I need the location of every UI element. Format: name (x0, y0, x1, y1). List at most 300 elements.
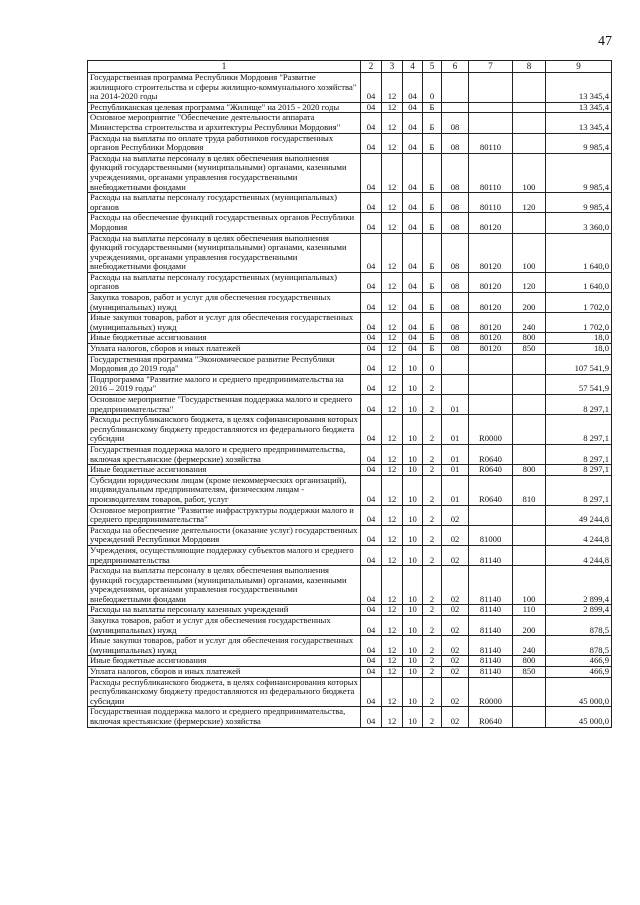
code-min: 04 (361, 415, 382, 445)
code-program: 04 (403, 344, 423, 355)
code-program: 10 (403, 707, 423, 727)
code-program: 04 (403, 293, 423, 313)
code-expense-type (513, 73, 546, 103)
row-name: Расходы на выплаты персоналу государственных (муниципальных) органов (88, 272, 361, 292)
row-sum: 1 640,0 (546, 233, 612, 272)
code-min: 04 (361, 213, 382, 233)
row-sum: 466,9 (546, 656, 612, 667)
code-expense-type: 810 (513, 475, 546, 505)
row-name: Иные бюджетные ассигнования (88, 656, 361, 667)
code-measure: 08 (442, 313, 469, 333)
code-section: 12 (382, 133, 403, 153)
row-name: Государственная поддержка малого и среднего предпринимательства, включая крестьянские (фермерские) хозяйства (88, 444, 361, 464)
table-row (88, 677, 612, 707)
table-row (88, 354, 612, 374)
code-min: 04 (361, 667, 382, 678)
code-program: 04 (403, 333, 423, 344)
code-direction: 80120 (469, 313, 513, 333)
code-measure: 08 (442, 133, 469, 153)
code-measure: 01 (442, 465, 469, 476)
code-expense-type (513, 213, 546, 233)
code-expense-type (513, 102, 546, 113)
code-direction (469, 374, 513, 394)
code-program: 10 (403, 667, 423, 678)
code-section: 12 (382, 656, 403, 667)
code-section: 12 (382, 636, 403, 656)
code-program: 10 (403, 677, 423, 707)
code-expense-type (513, 374, 546, 394)
code-subprogram: Б (423, 233, 442, 272)
code-section: 12 (382, 313, 403, 333)
row-name: Основное мероприятие "Обеспечение деятельности аппарата Министерства строительства и архитектуры Республики Мордовия" (88, 113, 361, 133)
code-direction: R0640 (469, 707, 513, 727)
code-direction: 81140 (469, 566, 513, 605)
table-row (88, 605, 612, 616)
code-direction: 81140 (469, 667, 513, 678)
code-measure: 08 (442, 233, 469, 272)
code-measure: 08 (442, 272, 469, 292)
code-program: 04 (403, 113, 423, 133)
code-section: 12 (382, 344, 403, 355)
row-sum: 878,5 (546, 636, 612, 656)
code-min: 04 (361, 566, 382, 605)
code-subprogram: Б (423, 344, 442, 355)
code-program: 04 (403, 233, 423, 272)
row-name: Расходы республиканского бюджета, в целях софинансирования которых республиканскому бюджету предоставляются из федерального бюджета субсидии (88, 415, 361, 445)
code-program: 10 (403, 605, 423, 616)
code-program: 10 (403, 616, 423, 636)
header-cell: 1 (88, 61, 361, 73)
table-row (88, 374, 612, 394)
code-direction: 81140 (469, 616, 513, 636)
row-name: Республиканская целевая программа "Жилище" на 2015 - 2020 годы (88, 102, 361, 113)
code-subprogram: 2 (423, 566, 442, 605)
row-name: Уплата налогов, сборов и иных платежей (88, 344, 361, 355)
table-row (88, 293, 612, 313)
row-sum: 18,0 (546, 344, 612, 355)
code-subprogram: Б (423, 193, 442, 213)
row-sum: 18,0 (546, 333, 612, 344)
code-expense-type (513, 677, 546, 707)
code-direction: 81140 (469, 636, 513, 656)
code-direction: 80120 (469, 233, 513, 272)
table-row (88, 233, 612, 272)
code-program: 04 (403, 102, 423, 113)
row-sum: 9 985,4 (546, 153, 612, 192)
code-min: 04 (361, 475, 382, 505)
code-section: 12 (382, 415, 403, 445)
row-name: Государственная программа "Экономическое развитие Республики Мордовия до 2019 года" (88, 354, 361, 374)
code-section: 12 (382, 272, 403, 292)
row-sum: 45 000,0 (546, 707, 612, 727)
row-name: Расходы республиканского бюджета, в целях софинансирования которых республиканскому бюджету предоставляются из федерального бюджета субсидии (88, 677, 361, 707)
code-measure: 01 (442, 475, 469, 505)
table-row (88, 545, 612, 565)
row-name: Расходы на обеспечение функций государственных органов Республики Мордовия (88, 213, 361, 233)
table-row (88, 415, 612, 445)
code-min: 04 (361, 133, 382, 153)
code-program: 04 (403, 153, 423, 192)
code-direction: 81140 (469, 656, 513, 667)
code-measure: 02 (442, 616, 469, 636)
code-min: 04 (361, 525, 382, 545)
code-section: 12 (382, 525, 403, 545)
code-subprogram: 2 (423, 616, 442, 636)
code-min: 04 (361, 313, 382, 333)
code-subprogram: 2 (423, 475, 442, 505)
row-sum: 878,5 (546, 616, 612, 636)
code-expense-type (513, 444, 546, 464)
code-expense-type: 200 (513, 293, 546, 313)
table-row (88, 525, 612, 545)
table-row (88, 636, 612, 656)
table-header-row (88, 61, 612, 73)
code-expense-type: 800 (513, 656, 546, 667)
header-cell: 5 (423, 61, 442, 73)
code-min: 04 (361, 193, 382, 213)
code-measure: 01 (442, 444, 469, 464)
row-name: Расходы на выплаты персоналу в целях обеспечения выполнения функций государственными (муниципальными) органами, казенными учреждениями, органами управления государственными внебюджетными фондами (88, 233, 361, 272)
code-measure: 08 (442, 333, 469, 344)
table-row (88, 656, 612, 667)
row-name: Иные закупки товаров, работ и услуг для обеспечения государственных (муниципальных) нужд (88, 636, 361, 656)
row-name: Расходы на выплаты персоналу в целях обеспечения выполнения функций государственными (муниципальными) органами, казенными учреждениями, органами управления государственными внебюджетными фондами (88, 153, 361, 192)
code-min: 04 (361, 344, 382, 355)
row-name: Основное мероприятие "Государственная поддержка малого и среднего предпринимательства" (88, 395, 361, 415)
code-expense-type (513, 707, 546, 727)
code-section: 12 (382, 707, 403, 727)
code-min: 04 (361, 233, 382, 272)
row-name: Расходы на выплаты по оплате труда работников государственных органов Республики Мордовия (88, 133, 361, 153)
code-section: 12 (382, 395, 403, 415)
code-direction (469, 113, 513, 133)
code-subprogram: 2 (423, 605, 442, 616)
code-min: 04 (361, 444, 382, 464)
code-section: 12 (382, 113, 403, 133)
header-cell: 6 (442, 61, 469, 73)
code-expense-type: 800 (513, 333, 546, 344)
code-program: 10 (403, 636, 423, 656)
row-sum: 45 000,0 (546, 677, 612, 707)
code-measure: 01 (442, 415, 469, 445)
code-section: 12 (382, 102, 403, 113)
table-row (88, 133, 612, 153)
table-row (88, 505, 612, 525)
code-expense-type: 100 (513, 566, 546, 605)
row-sum: 1 640,0 (546, 272, 612, 292)
code-subprogram: 0 (423, 73, 442, 103)
code-subprogram: 2 (423, 636, 442, 656)
code-subprogram: 2 (423, 707, 442, 727)
code-subprogram: 2 (423, 677, 442, 707)
row-name: Расходы на выплаты персоналу в целях обеспечения выполнения функций государственными (муниципальными) органами, казенными учреждениями, органами управления государственными внебюджетными фондами (88, 566, 361, 605)
code-measure: 02 (442, 656, 469, 667)
code-measure: 02 (442, 677, 469, 707)
row-sum: 57 541,9 (546, 374, 612, 394)
code-program: 04 (403, 193, 423, 213)
header-cell: 3 (382, 61, 403, 73)
code-min: 04 (361, 73, 382, 103)
code-measure (442, 73, 469, 103)
code-program: 10 (403, 465, 423, 476)
code-direction: R0000 (469, 415, 513, 445)
code-min: 04 (361, 395, 382, 415)
table-row (88, 73, 612, 103)
table-row (88, 395, 612, 415)
code-direction: 80120 (469, 213, 513, 233)
code-min: 04 (361, 374, 382, 394)
row-name: Иные бюджетные ассигнования (88, 333, 361, 344)
table-row (88, 333, 612, 344)
code-direction: 80110 (469, 133, 513, 153)
row-sum: 8 297,1 (546, 415, 612, 445)
row-name: Иные бюджетные ассигнования (88, 465, 361, 476)
code-direction: R0640 (469, 475, 513, 505)
code-direction (469, 505, 513, 525)
code-direction: 81140 (469, 545, 513, 565)
code-section: 12 (382, 293, 403, 313)
code-expense-type: 240 (513, 313, 546, 333)
code-program: 10 (403, 656, 423, 667)
code-subprogram: Б (423, 293, 442, 313)
code-min: 04 (361, 354, 382, 374)
code-program: 10 (403, 415, 423, 445)
code-section: 12 (382, 545, 403, 565)
row-name: Субсидии юридическим лицам (кроме некоммерческих организаций), индивидуальным предпринимателям, физическим лицам - производителям товаров, работ, услуг (88, 475, 361, 505)
code-subprogram: Б (423, 153, 442, 192)
header-cell: 7 (469, 61, 513, 73)
code-program: 10 (403, 505, 423, 525)
row-name: Основное мероприятие "Развитие инфраструктуры поддержки малого и среднего предпринимательства" (88, 505, 361, 525)
code-min: 04 (361, 102, 382, 113)
code-min: 04 (361, 113, 382, 133)
row-sum: 13 345,4 (546, 102, 612, 113)
code-direction: R0000 (469, 677, 513, 707)
code-min: 04 (361, 153, 382, 192)
code-expense-type: 240 (513, 636, 546, 656)
code-section: 12 (382, 605, 403, 616)
code-measure: 02 (442, 667, 469, 678)
code-measure: 08 (442, 193, 469, 213)
code-expense-type: 800 (513, 465, 546, 476)
code-section: 12 (382, 475, 403, 505)
code-min: 04 (361, 545, 382, 565)
code-section: 12 (382, 73, 403, 103)
row-sum: 8 297,1 (546, 465, 612, 476)
code-expense-type (513, 505, 546, 525)
code-program: 10 (403, 545, 423, 565)
row-name: Закупка товаров, работ и услуг для обеспечения государственных (муниципальных) нужд (88, 293, 361, 313)
code-subprogram: 2 (423, 444, 442, 464)
table-row (88, 153, 612, 192)
code-min: 04 (361, 677, 382, 707)
page-number: 47 (598, 34, 612, 49)
table-row (88, 465, 612, 476)
table-row (88, 102, 612, 113)
header-cell: 8 (513, 61, 546, 73)
code-measure: 02 (442, 707, 469, 727)
row-name: Подпрограмма "Развитие малого и среднего предпринимательства на 2016 – 2019 годы" (88, 374, 361, 394)
table-row (88, 566, 612, 605)
code-direction: 80120 (469, 272, 513, 292)
code-subprogram: Б (423, 333, 442, 344)
code-measure: 08 (442, 153, 469, 192)
code-section: 12 (382, 667, 403, 678)
code-subprogram: Б (423, 272, 442, 292)
code-section: 12 (382, 333, 403, 344)
row-name: Расходы на выплаты персоналу государственных (муниципальных) органов (88, 193, 361, 213)
row-name: Учреждения, осуществляющие поддержку субъектов малого и среднего предпринимательства (88, 545, 361, 565)
code-min: 04 (361, 636, 382, 656)
code-section: 12 (382, 566, 403, 605)
code-direction: 80120 (469, 344, 513, 355)
code-direction: 80120 (469, 293, 513, 313)
code-expense-type: 120 (513, 272, 546, 292)
code-section: 12 (382, 616, 403, 636)
row-sum: 8 297,1 (546, 395, 612, 415)
header-cell: 4 (403, 61, 423, 73)
code-subprogram: 2 (423, 656, 442, 667)
code-expense-type: 100 (513, 153, 546, 192)
row-name: Закупка товаров, работ и услуг для обеспечения государственных (муниципальных) нужд (88, 616, 361, 636)
row-sum: 8 297,1 (546, 444, 612, 464)
header-cell: 2 (361, 61, 382, 73)
row-sum: 49 244,8 (546, 505, 612, 525)
code-program: 04 (403, 133, 423, 153)
code-subprogram: 2 (423, 525, 442, 545)
code-expense-type: 850 (513, 344, 546, 355)
code-program: 10 (403, 395, 423, 415)
code-section: 12 (382, 465, 403, 476)
code-measure (442, 374, 469, 394)
code-subprogram: Б (423, 313, 442, 333)
code-measure: 08 (442, 213, 469, 233)
row-name: Расходы на обеспечение деятельности (оказание услуг) государственных учреждений Республики Мордовия (88, 525, 361, 545)
table-row (88, 313, 612, 333)
code-program: 10 (403, 566, 423, 605)
row-sum: 107 541,9 (546, 354, 612, 374)
code-subprogram: 2 (423, 374, 442, 394)
row-sum: 2 899,4 (546, 566, 612, 605)
table-row (88, 475, 612, 505)
code-min: 04 (361, 505, 382, 525)
code-section: 12 (382, 213, 403, 233)
code-expense-type: 110 (513, 605, 546, 616)
table-row (88, 272, 612, 292)
code-expense-type: 200 (513, 616, 546, 636)
code-min: 04 (361, 605, 382, 616)
code-program: 04 (403, 313, 423, 333)
code-min: 04 (361, 333, 382, 344)
row-name: Уплата налогов, сборов и иных платежей (88, 667, 361, 678)
code-direction: 81000 (469, 525, 513, 545)
code-measure: 08 (442, 113, 469, 133)
code-subprogram: Б (423, 113, 442, 133)
table-row (88, 344, 612, 355)
code-expense-type: 850 (513, 667, 546, 678)
row-name: Государственная поддержка малого и среднего предпринимательства, включая крестьянские (фермерские) хозяйства (88, 707, 361, 727)
row-sum: 4 244,8 (546, 545, 612, 565)
code-program: 10 (403, 525, 423, 545)
code-program: 04 (403, 73, 423, 103)
code-min: 04 (361, 293, 382, 313)
code-expense-type (513, 354, 546, 374)
code-direction (469, 354, 513, 374)
row-name: Иные закупки товаров, работ и услуг для обеспечения государственных (муниципальных) нужд (88, 313, 361, 333)
code-subprogram: 2 (423, 395, 442, 415)
code-subprogram: Б (423, 133, 442, 153)
row-sum: 13 345,4 (546, 73, 612, 103)
code-measure: 01 (442, 395, 469, 415)
code-measure: 02 (442, 525, 469, 545)
row-sum: 1 702,0 (546, 313, 612, 333)
code-measure: 02 (442, 636, 469, 656)
code-subprogram: 2 (423, 415, 442, 445)
code-subprogram: 2 (423, 465, 442, 476)
code-section: 12 (382, 677, 403, 707)
code-min: 04 (361, 272, 382, 292)
header-cell: 9 (546, 61, 612, 73)
row-sum: 9 985,4 (546, 133, 612, 153)
budget-table (87, 60, 612, 728)
code-expense-type (513, 415, 546, 445)
code-section: 12 (382, 233, 403, 272)
code-expense-type (513, 133, 546, 153)
row-sum: 2 899,4 (546, 605, 612, 616)
code-expense-type (513, 113, 546, 133)
code-direction: 80110 (469, 153, 513, 192)
code-expense-type (513, 395, 546, 415)
code-direction (469, 73, 513, 103)
row-sum: 9 985,4 (546, 193, 612, 213)
code-program: 10 (403, 374, 423, 394)
code-program: 10 (403, 354, 423, 374)
code-measure: 02 (442, 505, 469, 525)
code-min: 04 (361, 616, 382, 636)
code-measure: 02 (442, 566, 469, 605)
code-direction: 81140 (469, 605, 513, 616)
code-section: 12 (382, 153, 403, 192)
code-program: 04 (403, 213, 423, 233)
code-direction: R0640 (469, 465, 513, 476)
code-min: 04 (361, 656, 382, 667)
code-direction (469, 395, 513, 415)
code-expense-type (513, 525, 546, 545)
code-direction: 80110 (469, 193, 513, 213)
table-row (88, 616, 612, 636)
code-section: 12 (382, 374, 403, 394)
code-measure: 02 (442, 545, 469, 565)
code-measure (442, 354, 469, 374)
row-sum: 8 297,1 (546, 475, 612, 505)
table-row (88, 444, 612, 464)
row-sum: 466,9 (546, 667, 612, 678)
code-subprogram: 2 (423, 545, 442, 565)
row-sum: 3 360,0 (546, 213, 612, 233)
table-row (88, 213, 612, 233)
row-sum: 13 345,4 (546, 113, 612, 133)
code-direction: R0640 (469, 444, 513, 464)
code-section: 12 (382, 354, 403, 374)
code-direction (469, 102, 513, 113)
code-measure: 02 (442, 605, 469, 616)
table-body (88, 73, 612, 728)
code-subprogram: Б (423, 213, 442, 233)
code-subprogram: 0 (423, 354, 442, 374)
code-program: 10 (403, 444, 423, 464)
code-program: 10 (403, 475, 423, 505)
code-section: 12 (382, 193, 403, 213)
